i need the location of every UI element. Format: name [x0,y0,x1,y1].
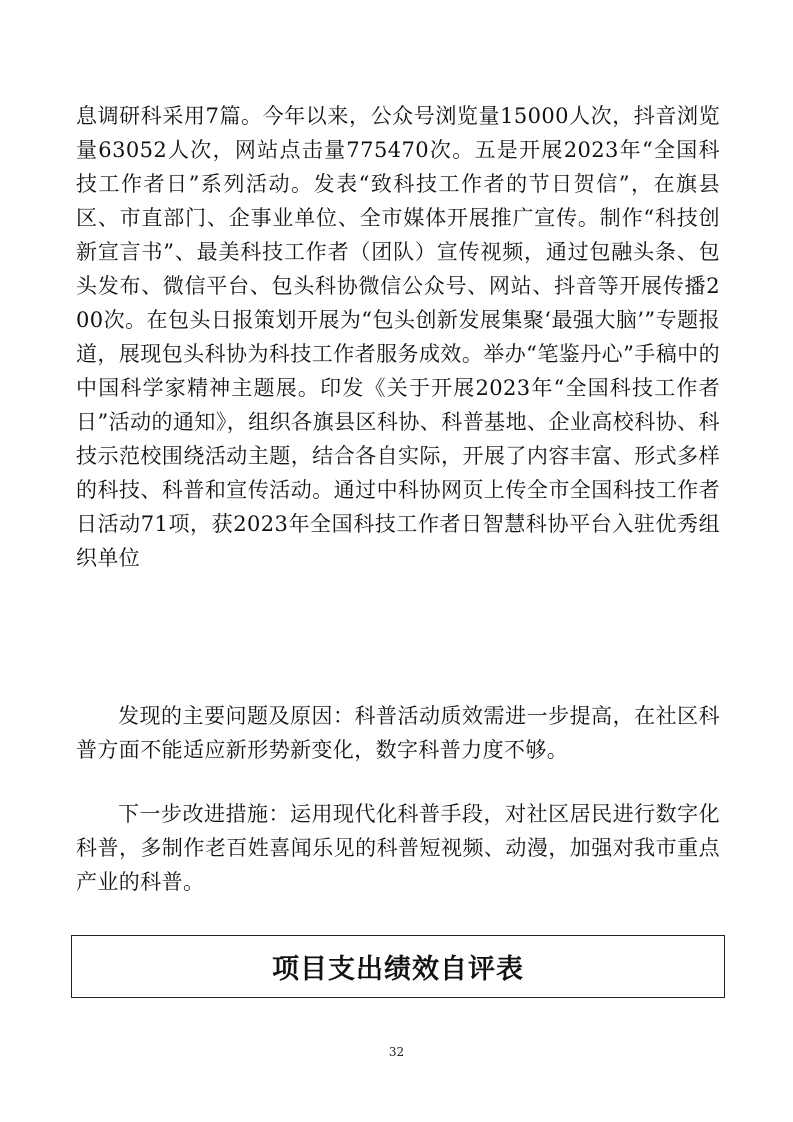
body-paragraph-next-steps: 下一步改进措施：运用现代化科普手段，对社区居民进行数字化科普，多制作老百姓喜闻乐见的科普短视频、动漫，加强对我市重点产业的科普。 [76,802,720,894]
body-paragraph-problems: 发现的主要问题及原因：科普活动质效需进一步提高，在社区科普方面不能适应新形势新变化，数字科普力度不够。 [76,704,720,762]
body-paragraph-activities: 息调研科采用7篇。今年以来，公众号浏览量15000人次，抖音浏览量63052人次，网站点击量775470次。五是开展2023年“全国科技工作者日”系列活动。发表“致科技工作者的节日贺信”，在旗县区、市直部门、企事业单位、全市媒体开展推广宣传。制作“科技创新宣言书”、最美科技工作者（团队）宣传视频，通过包融头条、包头发布、微信平台、包头科协微信公众号、网站、抖音等开展传播200次。在包头日报策划开展为“包头创新发展集聚‘最强大脑’”专题报道，展现包头科协为科技工作者服务成效。举办“笔鉴丹心”手稿中的中国科学家精神主题展。印发《关于开展2023年“全国科技工作者日”活动的通知》，组织各旗县区科协、科普基地、企业高校科协、科技示范校围绕活动主题，结合各自实际，开展了内容丰富、形式多样的科技、科普和宣传活动。通过中科协网页上传全市全国科技工作者日活动71项，获2023年全国科技工作者日智慧科协平台入驻优秀组织单位 [76,104,720,570]
page-number: 32 [388,1045,405,1059]
section-title-box [71,935,725,998]
section-title: 项目支出绩效自评表 [272,954,524,985]
